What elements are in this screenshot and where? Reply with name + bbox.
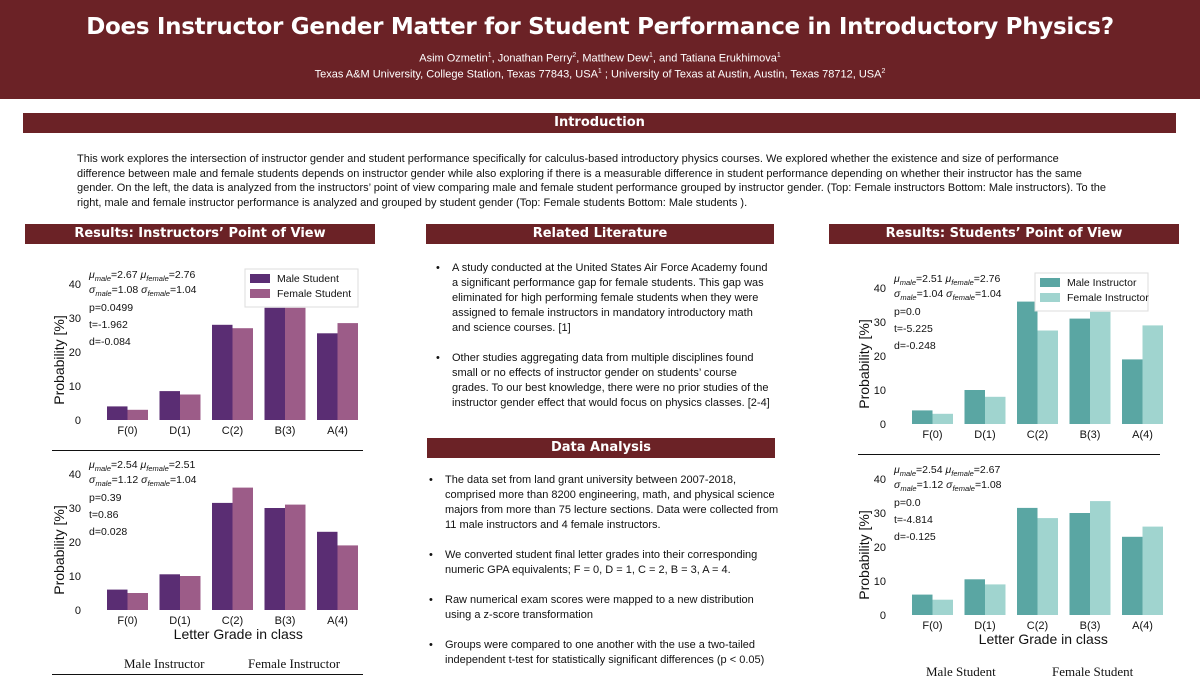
table-col-female-instructor: Female Instructor <box>248 656 341 671</box>
x-tick-label: A(4) <box>327 615 348 627</box>
bar-male <box>107 590 128 610</box>
table-col-female-student: Female Student <box>1052 664 1134 679</box>
introduction-text: This work explores the intersection of instructor gender and student performance specifically for calculus-based introductory physics courses. We explored whether the existence and size of performance difference between male and female students depends on instructor gender while also exploring if there is a measurable difference in student performance depending on whether their instructor has the same gender. On the left, the data is analyzed from the instructors’ point of view comparing male and female student performance grouped by instructor gender. (Top: Female instructors Bottom: Male instructors). To the right, male and female instructor performance is analyzed and grouped by student gender (Top: Female students Bottom: Male students ). <box>77 153 1107 209</box>
list-item: • Other studies aggregating data from multiple disciplines found small or no effects of instructor gender on students’ course grades. To our best knowledge, there were no prior studies of the instructor gender effect that would focus on physics classes. [2-4] <box>427 351 772 411</box>
legend-swatch <box>250 289 270 298</box>
list-item: • Groups were compared to one another with the use a two-tailed independent t-test for statistically significant differences (p < 0.05) <box>420 638 780 668</box>
x-tick-label: A(4) <box>327 425 348 437</box>
y-tick-label: 0 <box>879 610 886 622</box>
y-tick-label: 0 <box>74 605 81 617</box>
bar-female <box>128 410 149 420</box>
bar-female <box>1090 501 1111 615</box>
x-tick-label: D(1) <box>169 425 191 437</box>
affiliations: Texas A&M University, College Station, Texas 77843, USA$^1$ ; University of Texas at Austin, Austin, Texas 78712, USA$^2$ <box>314 68 886 81</box>
bar-female <box>285 308 306 420</box>
y-axis-label: Probability [%] <box>51 505 67 595</box>
author-list: Asim Ozmetin$^1$, Jonathan Perry$^2$, Matthew Dew$^1$, and Tatiana Erukhimova$^1$ <box>419 52 781 65</box>
stat-d-value: d=-0.125 <box>894 531 936 543</box>
x-tick-label: B(3) <box>274 615 296 627</box>
bar-male <box>1017 508 1038 615</box>
x-tick-label: F(0) <box>922 620 943 632</box>
stat-d-value: d=-0.248 <box>894 340 936 352</box>
bar-female <box>233 328 254 420</box>
bar-male <box>912 410 933 424</box>
bar-female <box>933 414 954 424</box>
stat-sigma-text: $\sigma_{male}=1.04$ $\sigma_{female}=1.04$ <box>894 288 1002 302</box>
y-tick-label: 40 <box>68 469 81 481</box>
x-tick-label: D(1) <box>974 620 996 632</box>
chart-students-male <box>830 457 1180 649</box>
bar-male <box>160 574 181 610</box>
x-tick-label: C(2) <box>1026 429 1049 441</box>
legend-label: Male Student <box>277 273 339 285</box>
legend-swatch <box>1040 293 1060 302</box>
stat-p-value: p=0.0 <box>894 497 921 509</box>
y-tick-label: 10 <box>873 385 886 397</box>
y-tick-label: 40 <box>68 279 81 291</box>
bar-female <box>1038 518 1059 615</box>
bar-male <box>1017 302 1038 424</box>
table-col-male-student: Male Student <box>926 664 996 679</box>
divider <box>858 454 1160 455</box>
results-instructors-heading: Results: Instructors’ Point of View <box>25 224 375 244</box>
bar-female <box>1090 312 1111 424</box>
x-tick-label: F(0) <box>117 425 138 437</box>
introduction-heading: Introduction <box>23 113 1176 133</box>
list-item: • Raw numerical exam scores were mapped to a new distribution using a z-score transformation <box>420 593 780 623</box>
stat-t-value: t=-4.814 <box>894 514 933 526</box>
stat-mean-text: $\mu_{male}=2.51$ $\mu_{female}=2.76$ <box>894 273 1001 287</box>
chart-students-female <box>830 266 1180 458</box>
y-axis-label: Probability [%] <box>51 315 67 405</box>
bar-male <box>317 532 338 610</box>
x-tick-label: C(2) <box>221 425 244 437</box>
bar-female <box>285 505 306 610</box>
x-tick-label: C(2) <box>1026 620 1049 632</box>
stat-p-value: p=0.0 <box>894 306 921 318</box>
x-axis-label: Letter Grade in class <box>173 626 303 642</box>
author-name: Jonathan Perry <box>497 52 573 65</box>
bar-male <box>1122 359 1143 424</box>
legend-swatch <box>250 274 270 283</box>
stat-t-value: t=0.86 <box>89 509 119 521</box>
author-name: Matthew Dew <box>582 52 650 65</box>
author-name: Tatiana Erukhimova <box>680 52 777 65</box>
bar-male <box>212 325 233 420</box>
bar-female <box>985 397 1006 424</box>
bar-male <box>1122 537 1143 615</box>
bar-female <box>180 576 201 610</box>
bar-female <box>180 395 201 421</box>
y-tick-label: 40 <box>873 474 886 486</box>
bar-male <box>1070 513 1091 615</box>
legend-label: Male Instructor <box>1067 277 1137 289</box>
divider <box>52 450 363 451</box>
list-item: • We converted student final letter grades into their corresponding numeric GPA equivalents; F = 0, D = 1, C = 2, B = 3, A = 4. <box>420 548 780 578</box>
x-tick-label: D(1) <box>169 615 191 627</box>
stat-d-value: d=0.028 <box>89 526 128 538</box>
bar-male <box>965 390 986 424</box>
chart-instructors-female <box>25 262 375 454</box>
bar-female <box>985 584 1006 615</box>
bar-male <box>107 406 128 420</box>
x-tick-label: D(1) <box>974 429 996 441</box>
stat-p-value: p=0.39 <box>89 492 122 504</box>
x-tick-label: C(2) <box>221 615 244 627</box>
legend-label: Female Instructor <box>1067 292 1149 304</box>
y-tick-label: 30 <box>873 317 886 329</box>
stat-sigma-text: $\sigma_{male}=1.12$ $\sigma_{female}=1.04$ <box>89 474 197 488</box>
y-tick-label: 10 <box>68 571 81 583</box>
bar-male <box>965 579 986 615</box>
y-tick-label: 20 <box>68 537 81 549</box>
x-tick-label: B(3) <box>1079 429 1101 441</box>
table-col-male-instructor: Male Instructor <box>124 656 205 671</box>
x-tick-label: F(0) <box>922 429 943 441</box>
y-axis-label: Probability [%] <box>856 510 872 600</box>
bar-male <box>160 391 181 420</box>
bar-female <box>128 593 149 610</box>
bar-female <box>1143 325 1164 424</box>
legend-label: Female Student <box>277 288 352 300</box>
bar-female <box>338 545 359 610</box>
x-tick-label: B(3) <box>274 425 296 437</box>
stat-p-value: p=0.0499 <box>89 302 134 314</box>
y-tick-label: 10 <box>68 381 81 393</box>
y-tick-label: 0 <box>879 419 886 431</box>
bar-female <box>933 600 954 615</box>
bar-male <box>317 333 338 420</box>
legend-swatch <box>1040 278 1060 287</box>
y-tick-label: 10 <box>873 576 886 588</box>
x-tick-label: F(0) <box>117 615 138 627</box>
y-tick-label: 0 <box>74 415 81 427</box>
results-students-heading: Results: Students’ Point of View <box>829 224 1179 244</box>
list-item: • A study conducted at the United States Air Force Academy found a significant performance gap for female students. This gap was eliminated for high performing female students when they were assigned to female instructors in mandatory introductory math and science courses. [1] <box>427 261 772 336</box>
author-name: Asim Ozmetin <box>419 52 488 65</box>
stat-sigma-text: $\sigma_{male}=1.08$ $\sigma_{female}=1.04$ <box>89 284 197 298</box>
bar-female <box>338 323 359 420</box>
bar-male <box>265 508 286 610</box>
stat-mean-text: $\mu_{male}=2.54$ $\mu_{female}=2.67$ <box>894 464 1001 478</box>
bar-male <box>1070 319 1091 424</box>
related-literature-heading: Related Literature <box>426 224 774 244</box>
x-axis-label: Letter Grade in class <box>978 631 1108 647</box>
bar-male <box>265 308 286 420</box>
y-tick-label: 20 <box>68 347 81 359</box>
bar-male <box>912 595 933 615</box>
y-tick-label: 20 <box>873 542 886 554</box>
stat-mean-text: $\mu_{male}=2.67$ $\mu_{female}=2.76$ <box>89 269 196 283</box>
stat-d-value: d=-0.084 <box>89 336 131 348</box>
data-analysis-list <box>420 473 780 683</box>
data-analysis-heading: Data Analysis <box>427 438 775 458</box>
bar-female <box>1143 527 1164 615</box>
stat-mean-text: $\mu_{male}=2.54$ $\mu_{female}=2.51$ <box>89 459 196 473</box>
x-tick-label: A(4) <box>1132 429 1153 441</box>
y-axis-label: Probability [%] <box>856 319 872 409</box>
literature-list <box>427 261 772 426</box>
y-tick-label: 30 <box>68 313 81 325</box>
x-tick-label: B(3) <box>1079 620 1101 632</box>
chart-instructors-male <box>25 452 375 644</box>
poster-header <box>0 0 1200 99</box>
stat-sigma-text: $\sigma_{male}=1.12$ $\sigma_{female}=1.08$ <box>894 479 1002 493</box>
bar-male <box>212 503 233 610</box>
y-tick-label: 40 <box>873 283 886 295</box>
bar-female <box>233 488 254 610</box>
bar-female <box>1038 331 1059 425</box>
y-tick-label: 20 <box>873 351 886 363</box>
list-item: • The data set from land grant university between 2007-2018, comprised more than 8200 engineering, math, and physical science majors from more than 75 lecture sections. Data were collected from 11 male instructors and 4 female instructors. <box>420 473 780 533</box>
y-tick-label: 30 <box>873 508 886 520</box>
poster-title: Does Instructor Gender Matter for Student Performance in Introductory Physics? <box>86 14 1114 40</box>
stat-t-value: t=-1.962 <box>89 319 128 331</box>
x-tick-label: A(4) <box>1132 620 1153 632</box>
y-tick-label: 30 <box>68 503 81 515</box>
stat-t-value: t=-5.225 <box>894 323 933 335</box>
